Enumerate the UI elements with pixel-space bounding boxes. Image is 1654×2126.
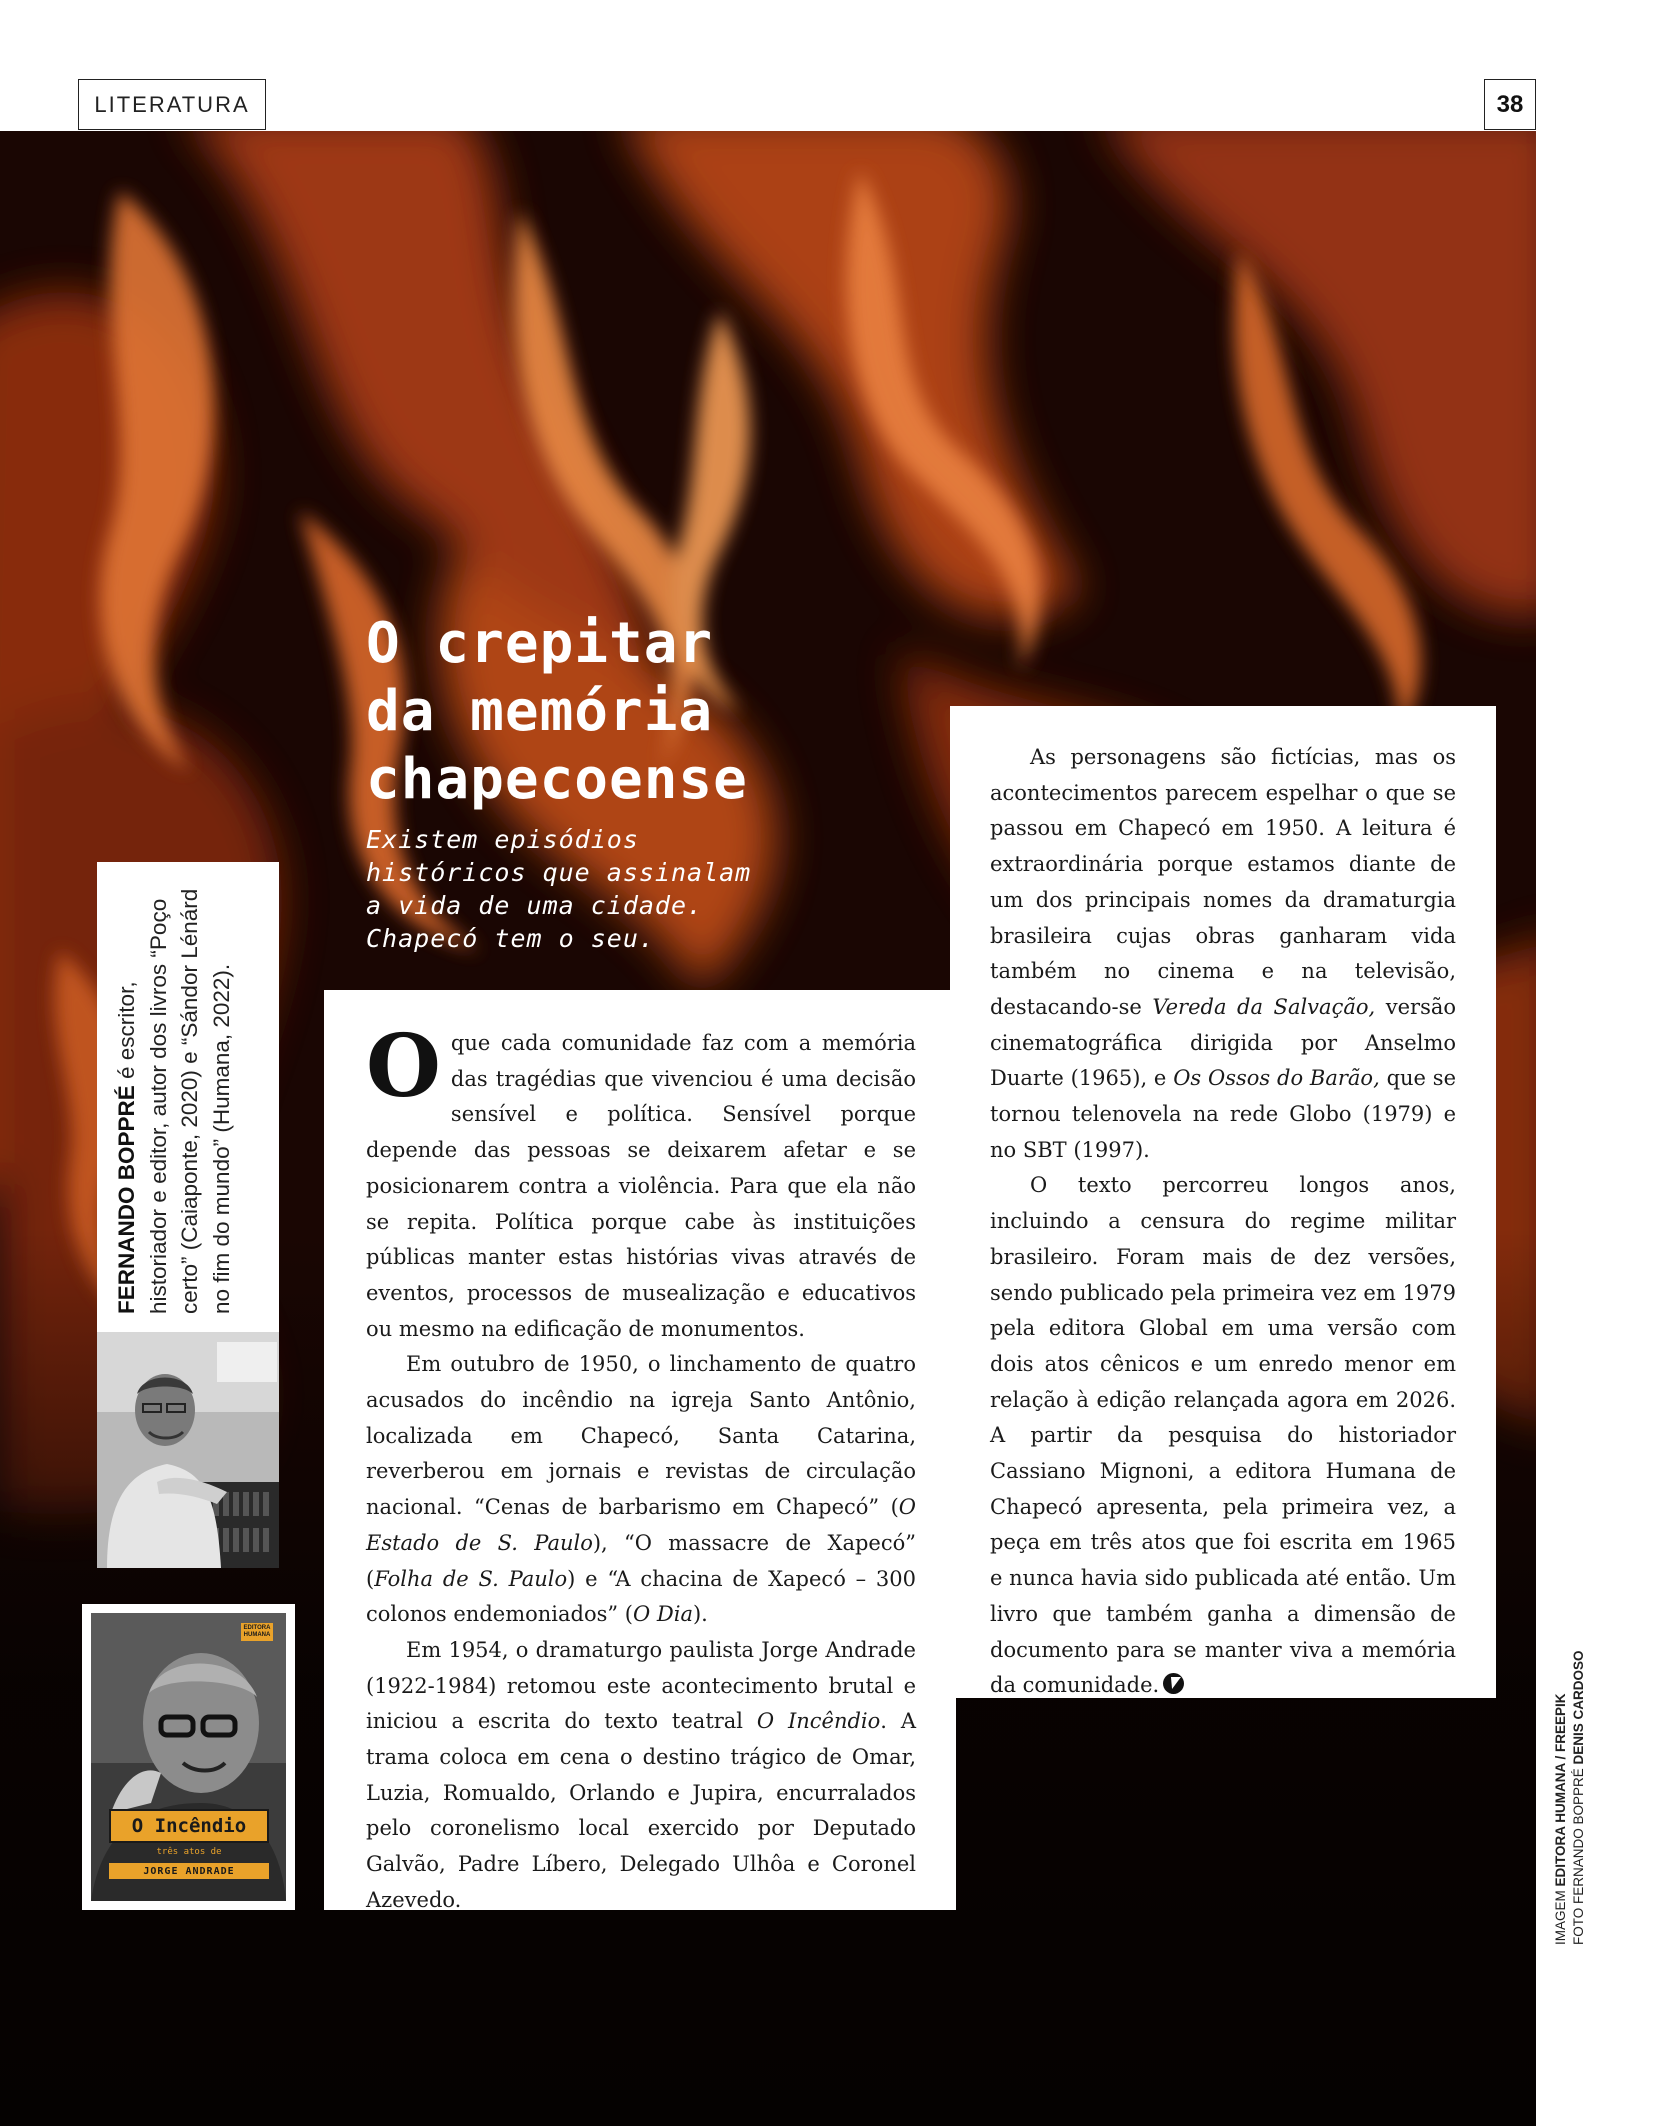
subtitle-line: históricos que assinalam — [366, 858, 752, 887]
book-subtitle: três atos de — [156, 1847, 222, 1857]
book-cover-frame — [82, 1604, 295, 1910]
section-tag: LITERATURA — [78, 79, 266, 130]
paragraph-text: As personagens são fictícias, mas os acontecimentos parecem espelhar o que se passou em Chapecó em 1950. A leitura é extraordinária porque estamos diante de um dos principais nomes da dramaturgia brasileira cujas obras ganharam vida também no cinema e na televisão, destacando-se — [990, 745, 1456, 1019]
author-photo — [97, 1332, 279, 1568]
credit-label: FOTO FERNANDO BOPPRÉ — [1571, 1764, 1586, 1945]
paragraph — [366, 1347, 916, 1633]
paragraph-text: que se tornou telenovela na rede Globo (1979) e no SBT (1997). — [990, 1066, 1457, 1162]
article-title — [366, 610, 886, 814]
paragraph-text: O texto percorreu longos anos, incluindo a censura do regime militar brasileiro. Foram mais de dez versões, sendo publicado pela primeira vez em 1979 pela editora Global em uma versão com dois atos cênicos e um enredo menor em relação à edição relançada agora em 2026. A partir da pesquisa do historiador Cassiano Mignoni, a editora Humana de Chapecó apresenta, pela primeira vez, a peça em três atos que foi escrita em 1965 e nunca havia sido publicada até então. Um livro que também ganha a dimensão de documento para se manter viva a memória da comunidade. — [990, 1173, 1456, 1698]
book-cover-portrait — [91, 1613, 286, 1901]
author-bio-box — [97, 862, 279, 1332]
author-bio — [97, 862, 279, 1332]
paragraph — [990, 1168, 1456, 1704]
paragraph-text: ), “O massacre de Xapecó” ( — [366, 1530, 917, 1591]
paragraph-text: ). — [692, 1602, 708, 1627]
credits-text — [1544, 1625, 1604, 1945]
author-bio-text: é escritor, historiador e editor, autor dos livros “Poço certo” (Caiaponte, 2020) e “Sándor Lénárd no fim do mundo” (Humana, 2022). — [114, 888, 234, 1314]
article-subtitle — [366, 823, 886, 955]
work-title: Os Ossos do Barão, — [1173, 1066, 1380, 1091]
publisher-logo: EDITORA HUMANA — [241, 1623, 273, 1641]
author-portrait-illustration — [97, 1332, 279, 1568]
credit-label: IMAGEM — [1553, 1886, 1568, 1945]
newspaper-name: Folha de S. Paulo — [374, 1566, 568, 1591]
paragraph-text: que cada comunidade faz com a memória das tragédias que vivenciou é uma decisão sensível e política. Sensível porque depende das pessoas se deixarem afetar e se posicionarem contra a violência. Para que ela não se repita. Política porque cabe às instituições públicas manter estas histórias vivas através de eventos, processos de musealização e educativos ou mesmo na edificação de monumentos. — [366, 1031, 916, 1341]
newspaper-name: O Dia — [633, 1602, 693, 1627]
paragraph — [366, 1633, 916, 1919]
paragraph-text: Em 1954, o dramaturgo paulista Jorge Andrade (1922-1984) retomou este acontecimento brutal e iniciou a escrita do texto teatral — [366, 1637, 916, 1734]
subtitle-line: Existem episódios — [366, 825, 639, 854]
article-body-right — [950, 706, 1496, 1698]
work-title: Vereda da Salvação, — [1152, 994, 1376, 1019]
book-title: O Incêndio — [109, 1809, 269, 1843]
credit-line — [1570, 1625, 1588, 1945]
author-name: FERNANDO BOPPRÉ — [114, 1085, 139, 1314]
book-cover — [91, 1613, 286, 1901]
paragraph-text: Em outubro de 1950, o linchamento de quatro acusados do incêndio na igreja Santo Antônio, localizada em Chapecó, Santa Catarina, reverberou em jornais e revistas de circulação nacional. “Cenas de barbarismo em Chapecó” ( — [366, 1352, 916, 1520]
work-title: O Incêndio — [756, 1709, 881, 1734]
book-author: JORGE ANDRADE — [109, 1863, 269, 1879]
title-line: da memória — [366, 679, 714, 744]
page-number: 38 — [1484, 79, 1536, 130]
credit-source: DENIS CARDOSO — [1571, 1650, 1586, 1765]
lightning-bolt-icon — [1163, 1673, 1184, 1694]
paragraph — [990, 740, 1456, 1168]
subtitle-line: Chapecó tem o seu. — [366, 924, 655, 953]
article-body-left — [324, 990, 956, 1910]
credit-line — [1552, 1625, 1570, 1945]
newspaper-name: O Estado de S. Paulo — [366, 1495, 916, 1555]
title-line: chapecoense — [366, 747, 748, 812]
dropcap: O — [366, 1016, 441, 1117]
title-line: O crepitar — [366, 611, 714, 676]
subtitle-line: a vida de uma cidade. — [366, 891, 704, 920]
credit-source: EDITORA HUMANA / FREEPIK — [1553, 1693, 1568, 1887]
paragraph-text: versão cinematográfica dirigida por Anselmo Duarte (1965), e — [990, 994, 1457, 1091]
paragraph — [366, 1016, 916, 1347]
paragraph-text: ) e “A chacina de Xapecó – 300 colonos endemoniados” ( — [366, 1566, 916, 1627]
image-credits — [1544, 1625, 1604, 1945]
paragraph-text: . A trama coloca em cena o destino trágico de Omar, Luzia, Romualdo, Orlando e Jupira, encurralados pelo coronelismo local exercido por Deputado Galvão, Padre Líbero, Delegado Ulhôa e Coronel Azevedo. — [366, 1709, 916, 1912]
